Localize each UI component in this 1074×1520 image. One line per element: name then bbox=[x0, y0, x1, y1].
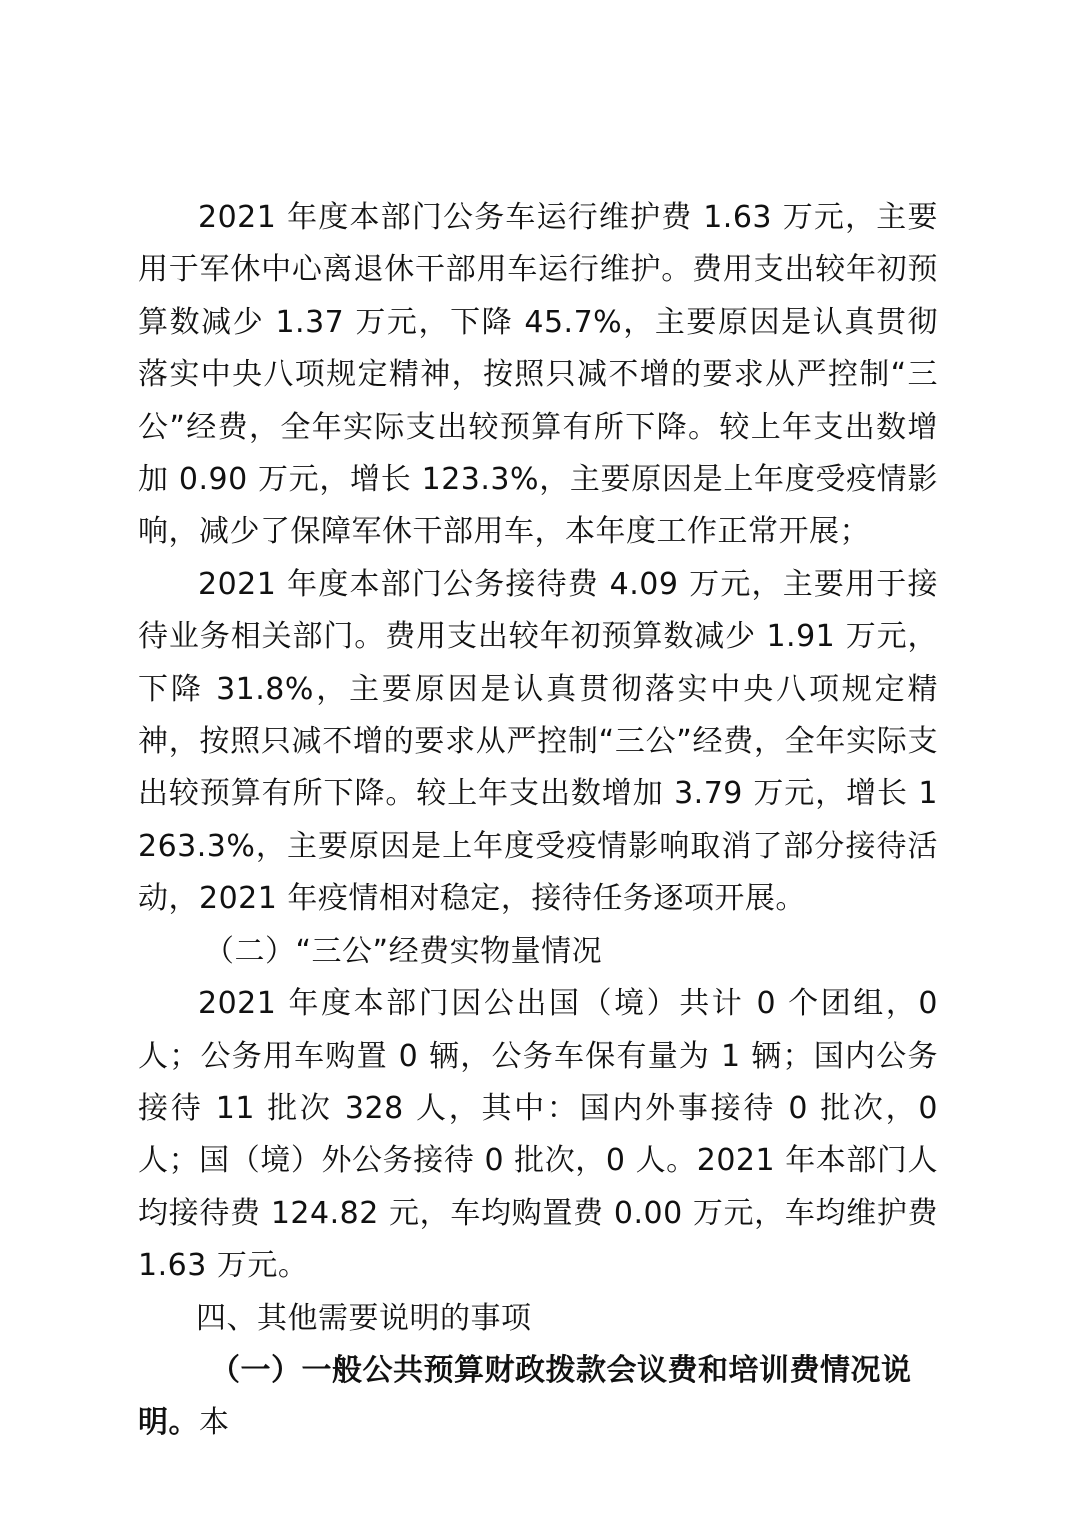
section-heading-other-matters: 四、其他需要说明的事项 bbox=[196, 1300, 532, 1336]
document-page bbox=[138, 192, 938, 1450]
paragraph-vehicle-maintenance: 2021 年度本部门公务车运行维护费 1.63 万元，主要用于军休中心离退休干部用车运行维护。费用支出较年初预算数减少 1.37 万元，下降 45.7%，主要原因是认真贯彻落实中央八项规定精神，按照只减不增的要求从严控制“三公”经费，全年实际支出较预算有所下降。较上年支出数增加 0.90 万元，增长 123.3%，主要原因是上年度受疫情影响，减少了保障军休干部用车，本年度工作正常开展； bbox=[138, 200, 938, 550]
paragraph-physical-quantity: 2021 年度本部门因公出国（境）共计 0 个团组，0 人；公务用车购置 0 辆，公务车保有量为 1 辆；国内公务接待 11 批次 328 人，其中：国内外事接待 0 批次，0 人；国（境）外公务接待 0 批次，0 人。2021 年本部门人均接待费 124.82 元，车均购置费 0.00 万元，车均维护费 1.63 万元。 bbox=[138, 986, 938, 1284]
paragraph-continuation: 本 bbox=[199, 1405, 230, 1441]
bold-subheading: （一）一般公共预算财政拨款会议费和培训费情况说明。 bbox=[138, 1352, 912, 1441]
paragraph-meeting-training bbox=[138, 1345, 938, 1450]
paragraph-reception-expense: 2021 年度本部门公务接待费 4.09 万元，主要用于接待业务相关部门。费用支出较年初预算数减少 1.91 万元，下降 31.8%，主要原因是认真贯彻落实中央八项规定精神，按照只减不增的要求从严控制“三公”经费，全年实际支出较预算有所下降。较上年支出数增加 3.79 万元，增长 1263.3%，主要原因是上年度受疫情影响取消了部分接待活动，2021 年疫情相对稳定，接待任务逐项开展。 bbox=[138, 566, 938, 917]
section-heading-physical-quantity: （二）“三公”经费实物量情况 bbox=[204, 933, 603, 969]
